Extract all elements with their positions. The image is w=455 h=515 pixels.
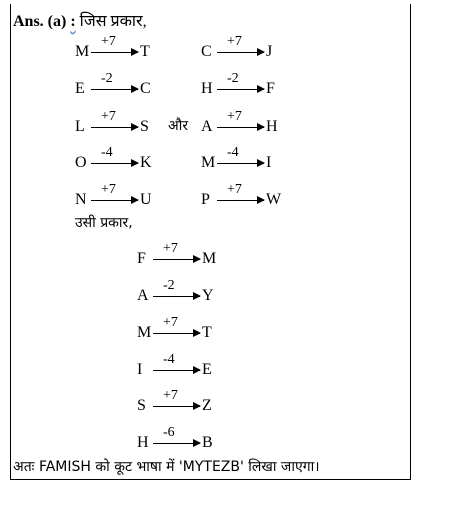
conclusion-text: अतः FAMISH को कूट भाषा में 'MYTEZB' लिखा जाएगा। [13,459,320,475]
relation-to: W [266,191,282,208]
right-arrow-icon [217,127,264,128]
code-relation-6 [137,425,217,452]
right-arrow-icon [91,52,138,53]
relation-from: F [137,250,146,267]
relation-to: T [140,43,150,60]
answer-label: Ans. (a) : [13,13,76,30]
connector-text: और [168,118,189,134]
relation-right-5 [201,182,282,209]
relation-from: A [137,287,149,304]
relation-from: I [137,361,143,378]
relation-from: H [137,434,149,451]
code-relation-5 [137,388,217,415]
relation-shift: +7 [163,388,178,403]
relation-from: P [201,191,210,208]
relation-left-2 [75,71,155,98]
right-arrow-icon [217,163,264,164]
relation-to: I [266,154,272,171]
relation-shift: +7 [101,109,116,124]
right-arrow-icon [91,89,138,90]
relation-to: U [140,191,152,208]
relation-to: Z [202,397,212,414]
relation-to: E [202,361,212,378]
relation-to: B [202,434,213,451]
relation-shift: +7 [101,34,116,49]
right-arrow-icon [153,296,200,297]
right-arrow-icon [153,406,200,407]
right-arrow-icon [153,259,200,260]
similarly-text: उसी प्रकार, [75,215,133,231]
relation-shift: +7 [101,182,116,197]
relation-left-1 [75,34,155,61]
answer-intro [13,9,147,31]
relation-shift: +7 [227,109,242,124]
relation-shift: -4 [227,145,239,160]
relation-left-3 [75,109,155,136]
relation-to: C [140,80,151,97]
relation-from: S [137,397,146,414]
relation-right-2 [201,71,281,98]
relation-shift: +7 [163,241,178,256]
relation-from: N [75,191,87,208]
relation-to: M [202,250,217,267]
right-arrow-icon [153,333,200,334]
relation-to: F [266,80,275,97]
relation-from: A [201,118,213,135]
relation-shift: -6 [163,425,175,440]
relation-to: J [266,43,273,60]
relation-shift: -2 [163,278,175,293]
relation-from: H [201,80,213,97]
relation-right-1 [201,34,281,61]
relation-from: C [201,43,212,60]
relation-left-5 [75,182,155,209]
relation-shift: -2 [227,71,239,86]
relation-from: M [137,324,152,341]
relation-to: S [140,118,149,135]
code-relation-4 [137,352,217,379]
relation-from: L [75,118,85,135]
relation-shift: +7 [163,315,178,330]
relation-to: K [140,154,152,171]
relation-from: M [75,43,90,60]
relation-from: E [75,80,85,97]
relation-from: O [75,154,87,171]
relation-shift: -4 [101,145,113,160]
right-arrow-icon [91,163,138,164]
code-relation-3 [137,315,217,342]
right-arrow-icon [153,370,200,371]
relation-from: M [201,154,216,171]
relation-right-4 [201,145,281,172]
relation-left-4 [75,145,155,172]
right-arrow-icon [217,200,264,201]
relation-to: T [202,324,212,341]
code-relation-1 [137,241,217,268]
right-arrow-icon [217,89,264,90]
box-bottom-border [10,479,411,480]
relation-shift: +7 [227,182,242,197]
relation-to: Y [202,287,214,304]
intro-text: जिस प्रकार, [79,13,147,30]
right-arrow-icon [91,127,138,128]
right-arrow-icon [217,52,264,53]
relation-shift: -4 [163,352,175,367]
relation-shift: +7 [227,34,242,49]
right-arrow-icon [153,443,200,444]
relation-right-3 [201,109,281,136]
relation-shift: -2 [101,71,113,86]
right-arrow-icon [91,200,138,201]
relation-to: H [266,118,278,135]
code-relation-2 [137,278,217,305]
